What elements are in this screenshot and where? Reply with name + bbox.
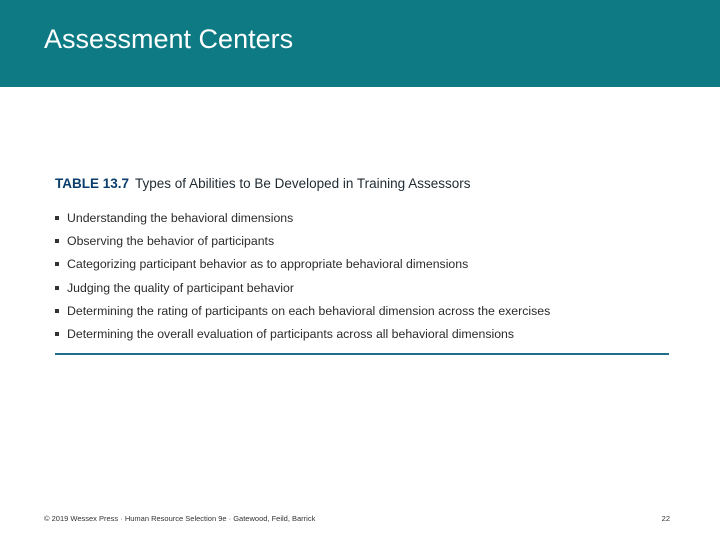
slide-title: Assessment Centers [44,24,294,54]
list-item [55,326,550,349]
list-item-text: Determining the overall evaluation of participants across all behavioral dimensions [67,326,515,341]
ability-list [55,210,550,349]
title-bar [0,0,720,87]
list-item-text: Categorizing participant behavior as to appropriate behavioral dimensions [67,257,469,272]
bullet-icon [55,286,59,290]
list-item [55,210,550,233]
bullet-icon [55,332,59,336]
list-item [55,233,550,256]
bullet-icon [55,262,59,266]
bullet-icon [55,239,59,243]
table-title: Types of Abilities to Be Developed in Training Assessors [135,176,471,191]
table-block [55,176,669,356]
bullet-icon [55,309,59,313]
table-caption [55,176,470,191]
list-item-text: Judging the quality of participant behavior [67,280,294,295]
table-bottom-rule [55,353,669,355]
list-item [55,256,550,279]
page-number: 22 [661,514,670,523]
list-item-text: Understanding the behavioral dimensions [67,211,294,225]
table-number: TABLE 13.7 [55,176,130,191]
bullet-icon [55,216,59,220]
list-item-text: Observing the behavior of participants [67,234,275,249]
footer-copyright: © 2019 Wessex Press · Human Resource Selection 9e · Gatewood, Feild, Barrick [44,514,316,523]
list-item [55,303,550,326]
list-item-text: Determining the rating of participants on each behavioral dimension across the exercises [67,303,551,318]
list-item [55,280,550,303]
